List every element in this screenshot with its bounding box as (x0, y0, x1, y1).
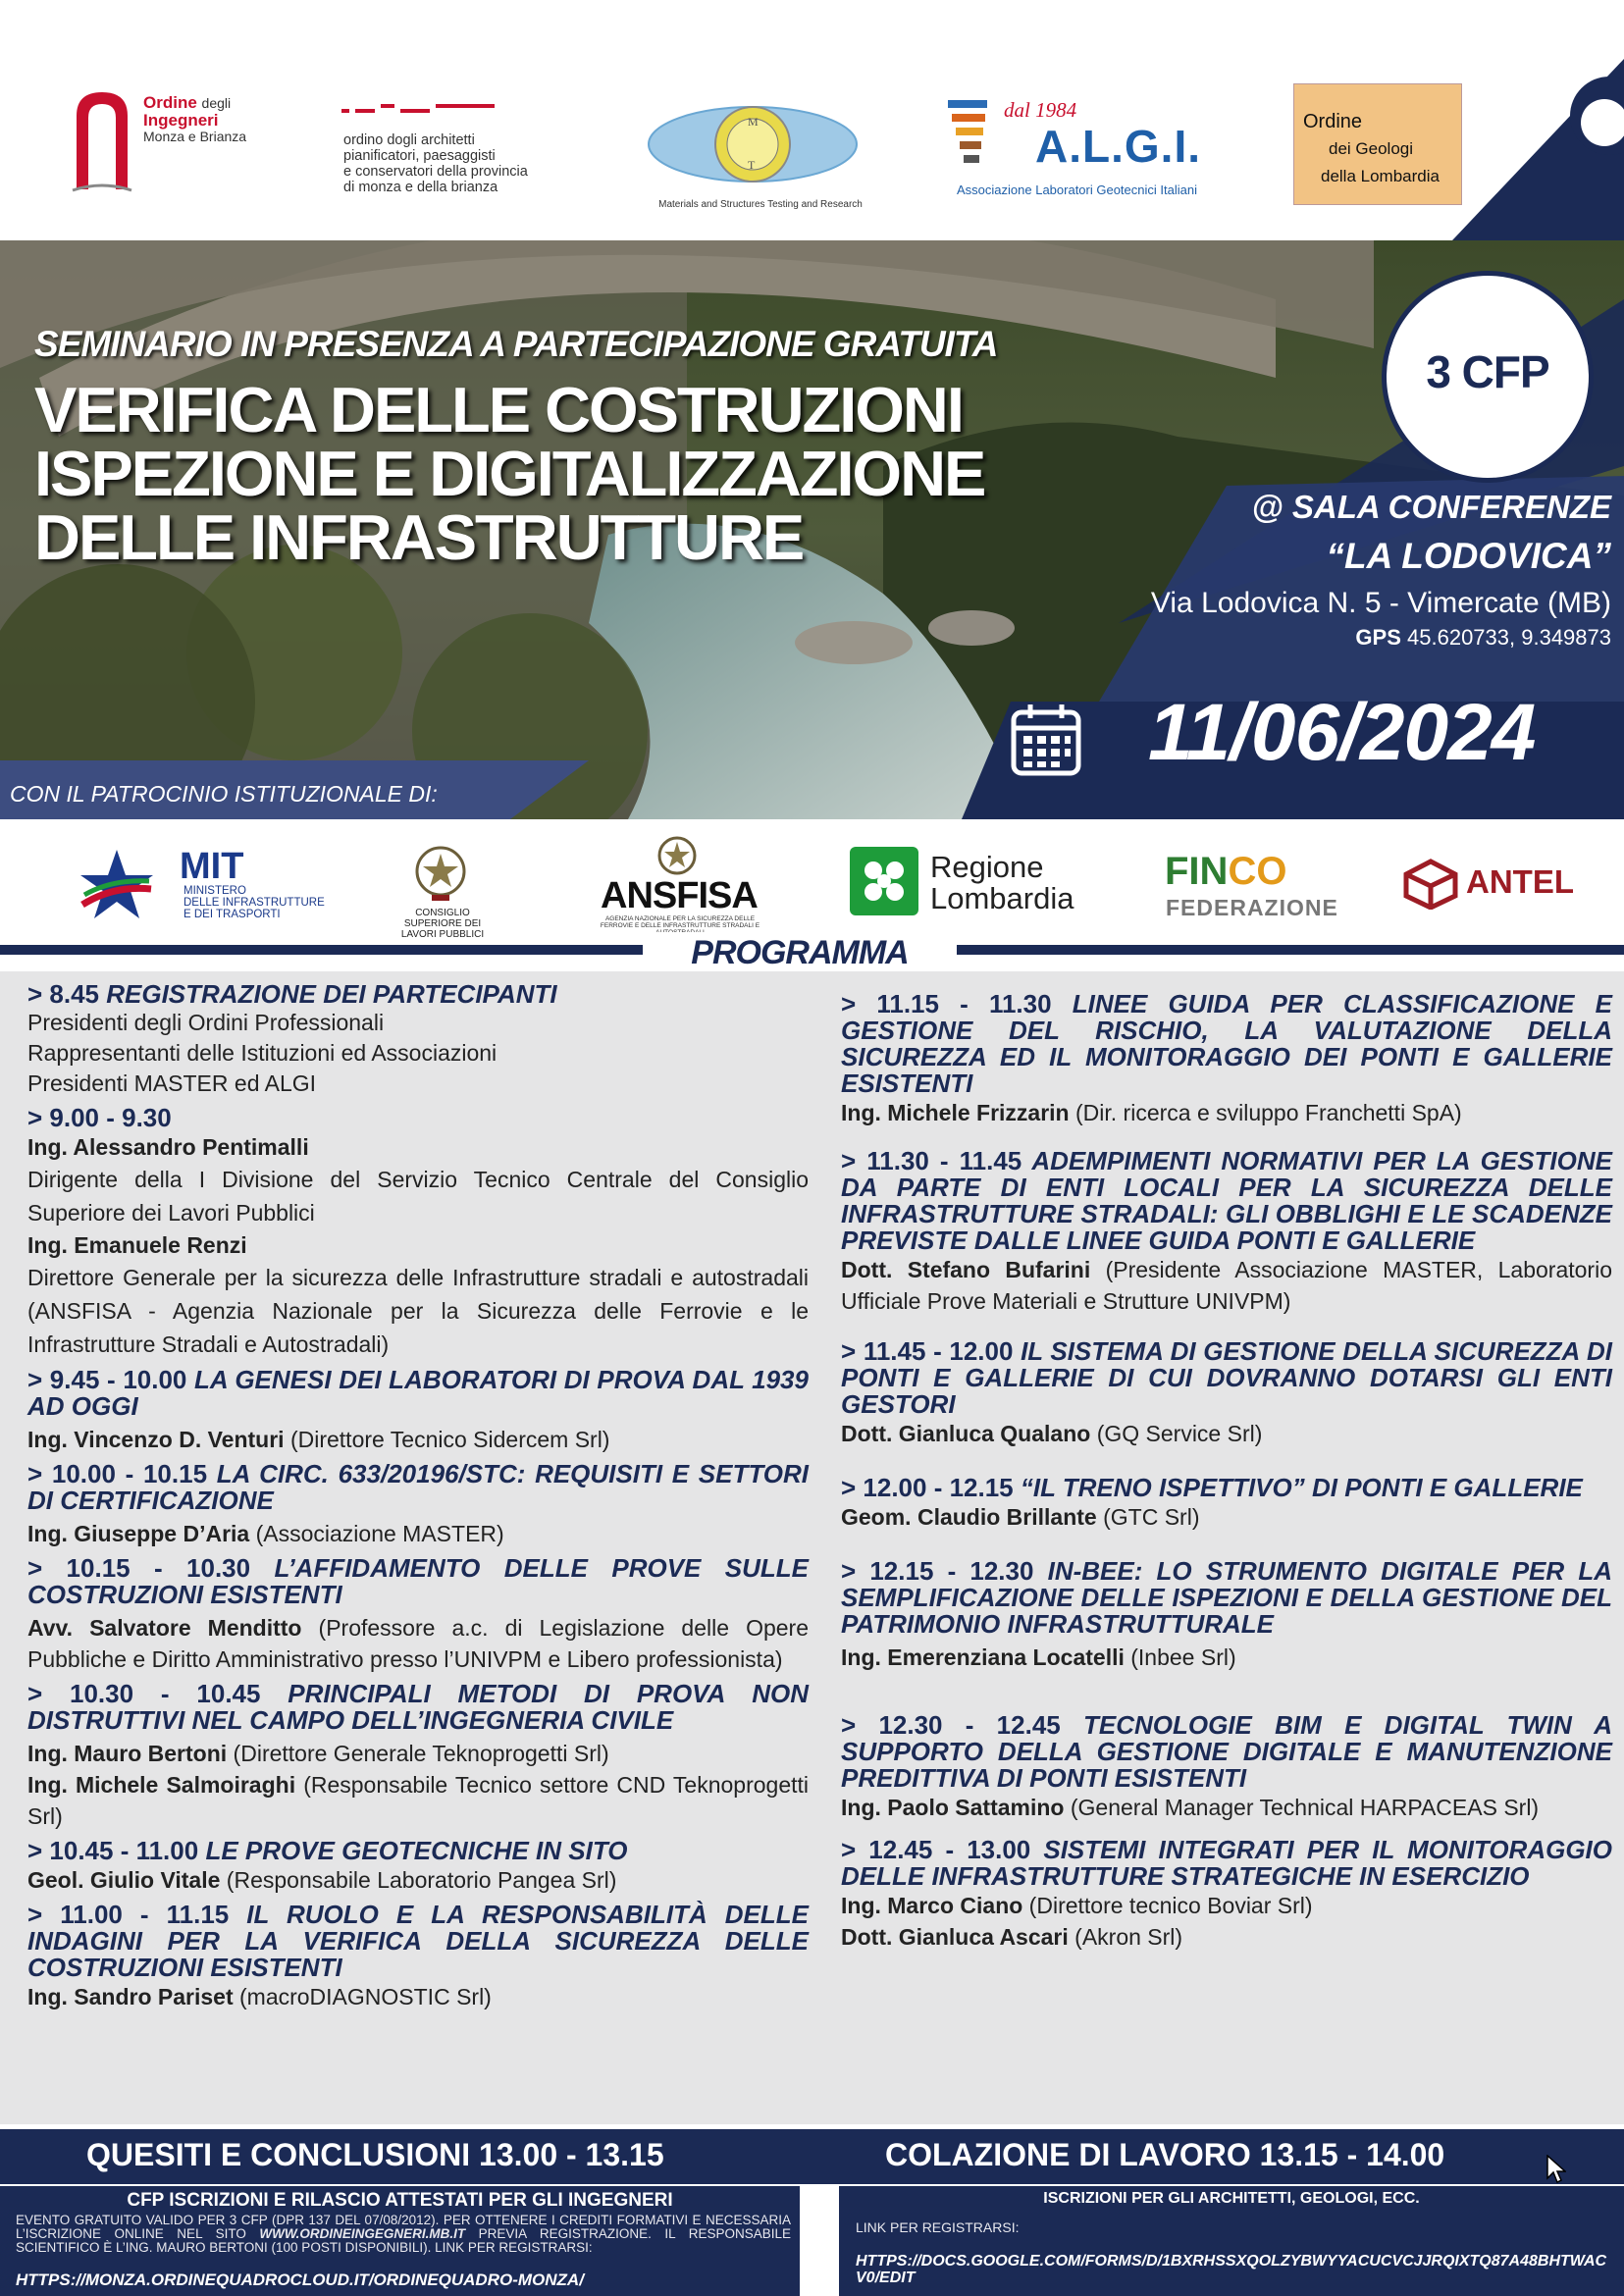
program-item-heading (27, 1461, 809, 1514)
program-speaker (841, 1501, 1612, 1533)
program-title: PRINCIPALI METODI DI PROVA NON DISTRUTTIVI NEL CAMPO DELL’INGEGNERIA CIVILE (27, 1679, 810, 1735)
speaker-name: Avv. Salvatore Menditto (27, 1615, 302, 1641)
program-item (841, 1148, 1612, 1317)
program-line: Presidenti MASTER ed ALGI (27, 1070, 317, 1096)
programma-right-column (841, 991, 1612, 1953)
program-time: > 12.15 - 12.30 (841, 1556, 1034, 1586)
program-time: > 11.45 - 12.00 (841, 1336, 1014, 1366)
program-speaker (27, 1769, 809, 1832)
gps-value: 45.620733, 9.349873 (1407, 625, 1611, 650)
algi-logo-mark (948, 100, 991, 169)
svg-text:T: T (748, 158, 756, 172)
colazione-label: COLAZIONE DI LAVORO 13.15 - 14.00 (885, 2137, 1445, 2172)
speaker-affiliation: (Inbee Srl) (1124, 1644, 1236, 1670)
program-time: > 12.45 - 13.00 (841, 1835, 1031, 1864)
mit-logo-mark (79, 846, 155, 922)
cslp-label: CONSIGLIO SUPERIORE DEI LAVORI PUBBLICI (400, 908, 485, 940)
oi-line3: Monza e Brianza (143, 129, 247, 144)
geo-line: della Lombardia (1321, 167, 1440, 185)
regione-line: Lombardia (930, 881, 1074, 915)
algi-since: dal 1984 (1004, 98, 1077, 122)
seminar-title (34, 374, 1143, 573)
speaker-affiliation: (GTC Srl) (1096, 1504, 1200, 1530)
algi-name: A.L.G.I. (1035, 121, 1201, 172)
speaker-name: Ing. Michele Salmoiraghi (27, 1772, 296, 1798)
speaker-role: Direttore Generale per la sicurezza delle Infrastrutture stradali e autostradali (ANSFISA - Agenzia Nazionale per la Sicurezza delle Ferrovie e le Infrastrutture Stradali e Autostradali) (27, 1265, 809, 1357)
program-title: LE PROVE GEOTECNICHE IN SITO (198, 1836, 628, 1865)
program-title: IN-BEE: LO STRUMENTO DIGITALE PER LA SEMPLIFICAZIONE DELLE ISPEZIONI E DELLA GESTIONE DEL PATRIMONIO INFRASTRUTTURALE (841, 1556, 1612, 1639)
event-date: 11/06/2024 (1148, 688, 1536, 777)
program-speaker (27, 1424, 809, 1455)
architetti-registration-link[interactable]: HTTPS://DOCS.GOOGLE.COM/FORMS/D/1BXRHSSXQOLZYBWYYACUCVCJJRQIXTQ87A48BHTWACV0/EDIT (856, 2253, 1607, 2286)
speaker-role: Dirigente della I Divisione del Servizio Tecnico Centrale del Consiglio Superiore dei Lavori Pubblici (27, 1167, 809, 1226)
program-time: > 8.45 (27, 979, 100, 1009)
program-item (841, 991, 1612, 1128)
program-title: SISTEMI INTEGRATI PER IL MONITORAGGIO DELLE INFRASTRUTTURE STRATEGICHE IN ESERCIZIO (841, 1835, 1612, 1891)
ansfisa-subtitle: AGENZIA NAZIONALE PER LA SICUREZZA DELLE FERROVIE E DELLE INFRASTRUTTURE STRADALI E (600, 915, 760, 929)
speaker-name: Dott. Stefano Bufarini (841, 1257, 1091, 1282)
antel-logo-mark (1403, 859, 1458, 910)
mit-sub-line: E DEI TRASPORTI (183, 909, 281, 920)
speaker-name: Ing. Emerenziana Locatelli (841, 1644, 1125, 1670)
master-caption: Materials and Structures Testing and Research (658, 199, 863, 210)
program-time: > 10.30 - 10.45 (27, 1679, 261, 1708)
mit-sub-line: MINISTERO (183, 885, 246, 897)
speaker-affiliation: (Responsabile Laboratorio Pangea Srl) (220, 1867, 617, 1893)
program-time: > 11.15 - 11.30 (841, 989, 1052, 1018)
venue-line-1: @ SALA CONFERENZE (1251, 489, 1611, 525)
program-line: Presidenti degli Ordini Professionali (27, 1010, 385, 1035)
program-speaker (841, 1254, 1612, 1317)
regione-line: Regione (930, 850, 1044, 884)
speaker-affiliation: (GQ Service Srl) (1090, 1421, 1263, 1446)
master-logo (646, 96, 860, 192)
speaker-affiliation: (Direttore Tecnico Sidercem Srl) (284, 1427, 610, 1452)
mit-sub-line: DELLE INFRASTRUTTURE (183, 897, 325, 909)
oa-line: pianificatori, paesaggisti (343, 148, 496, 164)
program-item-heading (27, 1681, 809, 1734)
program-item (27, 1367, 809, 1455)
program-time: > 12.00 - 12.15 (841, 1473, 1014, 1502)
speaker-name: Dott. Gianluca Ascari (841, 1924, 1069, 1950)
seminar-title-line: DELLE INFRASTRUTTURE (34, 501, 804, 573)
speaker-name: Ing. Paolo Sattamino (841, 1795, 1065, 1820)
program-speaker (841, 1890, 1612, 1921)
oi-line2: Ingegneri (143, 111, 219, 130)
program-speaker (27, 1229, 809, 1261)
program-item-heading (27, 1105, 809, 1131)
calendar-icon (1011, 703, 1081, 777)
program-item-heading (27, 981, 809, 1008)
program-title: IL RUOLO E LA RESPONSABILITÀ DELLE INDAGINI PER LA VERIFICA DELLA SICUREZZA DELLE COSTRUZIONI ESISTENTI (27, 1900, 809, 1982)
cfp-badge-label: 3 CFP (1426, 346, 1549, 397)
gps-label: GPS (1355, 625, 1401, 650)
program-time: > 10.45 - 11.00 (27, 1836, 199, 1865)
program-item-heading (841, 1558, 1612, 1638)
regione-lombardia-logo-mark (850, 847, 918, 915)
program-speaker (27, 1981, 809, 2012)
speaker-name: Ing. Emanuele Renzi (27, 1232, 247, 1258)
speaker-name: Ing. Alessandro Pentimalli (27, 1134, 309, 1160)
program-time: > 11.30 - 11.45 (841, 1146, 1022, 1175)
finco-fin: FIN (1165, 850, 1229, 893)
program-item (27, 1555, 809, 1675)
speaker-affiliation: (Akron Srl) (1068, 1924, 1183, 1950)
speaker-affiliation: (Direttore Generale Teknoprogetti Srl) (227, 1741, 609, 1766)
program-time: > 9.00 - 9.30 (27, 1103, 172, 1132)
program-item (841, 1475, 1612, 1533)
regione-lombardia-name (930, 852, 1074, 914)
emblem-italy-icon (655, 834, 699, 879)
program-time: > 12.30 - 12.45 (841, 1710, 1061, 1740)
algi-subtitle: Associazione Laboratori Geotecnici Italiani (957, 183, 1197, 197)
program-item (27, 1681, 809, 1832)
program-title: LA CIRC. 633/20196/STC: REQUISITI E SETTORI DI CERTIFICAZIONE (27, 1459, 810, 1515)
speaker-affiliation: (Responsabile Tecnico settore CND Teknoprogetti Srl) (27, 1772, 809, 1829)
program-item (27, 981, 809, 1099)
geo-line: dei Geologi (1329, 139, 1414, 158)
speaker-name: Ing. Sandro Pariset (27, 1984, 234, 2009)
programma-heading: PROGRAMMA (691, 934, 909, 971)
speaker-affiliation: (Presidente Associazione MASTER, Laboratorio Ufficiale Prove Materiali e Strutture UNIVPM) (841, 1257, 1612, 1314)
program-time: > 9.45 - 10.00 (27, 1365, 187, 1394)
antel-name: ANTEL (1466, 863, 1574, 900)
program-speaker (27, 1864, 809, 1896)
program-title: REGISTRAZIONE DEI PARTECIPANTI (99, 979, 557, 1009)
program-time: > 10.00 - 10.15 (27, 1459, 208, 1488)
speaker-name: Ing. Mauro Bertoni (27, 1741, 228, 1766)
program-item (27, 1461, 809, 1549)
program-speaker (27, 1738, 809, 1769)
mouse-cursor-icon (1546, 2155, 1566, 2184)
venue-gps (981, 625, 1611, 651)
speaker-affiliation: (macroDIAGNOSTIC Srl) (233, 1984, 492, 2009)
program-title: ADEMPIMENTI NORMATIVI PER LA GESTIONE DA PARTE DI ENTI LOCALI PER LA SICUREZZA DELLE INFRASTRUTTURE STRADALI: GLI OBBLIGHI E LE SCADENZE PREVISTE DALLE LINEE GUIDA PONTI E GALLERIE (841, 1146, 1612, 1255)
program-item-heading (27, 1367, 809, 1420)
program-item-heading (841, 991, 1612, 1097)
venue-line-2: “LA LODOVICA” (1326, 536, 1611, 576)
program-speaker (841, 1418, 1612, 1449)
oa-line: di monza e della brianza (343, 180, 498, 195)
program-time: > 10.15 - 10.30 (27, 1553, 251, 1583)
ordine-ingegneri-logo-text (143, 94, 271, 145)
venue-address: Via Lodovica N. 5 - Vimercate (MB) (1150, 587, 1611, 619)
corner-decoration (1452, 59, 1624, 240)
program-speaker (841, 1921, 1612, 1953)
program-title: L’AFFIDAMENTO DELLE PROVE SULLE COSTRUZIONI ESISTENTI (27, 1553, 809, 1609)
program-item (27, 1105, 809, 1361)
programma-left-column (27, 981, 809, 2012)
program-line: Rappresentanti delle Istituzioni ed Associazioni (27, 1040, 498, 1066)
regione-flower-icon (850, 847, 918, 915)
speaker-affiliation: (Direttore tecnico Boviar Srl) (1022, 1893, 1313, 1918)
ingegneri-registration-link[interactable]: HTTPS://MONZA.ORDINEQUADROCLOUD.IT/ORDINEQUADRO-MONZA/ (16, 2270, 584, 2289)
seminar-title-line: ISPEZIONE E DIGITALIZZAZIONE (34, 438, 985, 509)
registration-text: PREVIA REGISTRAZIONE. IL RESPONSABILE SCIENTIFICO È L’ING. MAURO BERTONI (100 POSTI DISPONIBILI). LINK PER REGISTRARSI: (16, 2226, 791, 2255)
speaker-name: Geol. Giulio Vitale (27, 1867, 221, 1893)
speaker-name: Ing. Marco Ciano (841, 1893, 1023, 1918)
program-item-heading (27, 1555, 809, 1608)
program-item-heading (841, 1148, 1612, 1254)
emblem-italy-icon (414, 842, 467, 903)
program-speaker (27, 1612, 809, 1675)
program-speaker (841, 1097, 1612, 1128)
ingegneri-registration-title: CFP ISCRIZIONI E RILASCIO ATTESTATI PER GLI INGEGNERI (127, 2190, 673, 2211)
program-title: LA GENESI DEI LABORATORI DI PROVA DAL 1939 AD OGGI (27, 1365, 809, 1421)
program-item-heading (27, 1838, 809, 1864)
program-item (27, 1838, 809, 1896)
finco-co: CO (1228, 850, 1287, 893)
speaker-affiliation: (Associazione MASTER) (249, 1521, 504, 1546)
speaker-name: Geom. Claudio Brillante (841, 1504, 1097, 1530)
program-item-heading (841, 1712, 1612, 1792)
mit-subtitle (183, 885, 350, 920)
mit-name: MIT (180, 846, 244, 887)
svg-text:M: M (748, 115, 759, 129)
speaker-name: Ing. Giuseppe D’Aria (27, 1521, 250, 1546)
program-title: TECNOLOGIE BIM E DIGITAL TWIN A SUPPORTO DELLA GESTIONE DIGITALE E MANUTENZIONE PREDITTIVA DI PONTI ESISTENTI (841, 1710, 1613, 1793)
registration-text: EVENTO GRATUITO VALIDO PER 3 CFP (DPR 137 DEL 07/08/2012). PER OTTENERE I CREDITI FORMATIVI E NECESSARIA L’ISCRIZIONE ONLINE NEL SITO (16, 2213, 791, 2241)
program-title: “IL TRENO ISPETTIVO” DI PONTI E GALLERIE (1013, 1473, 1583, 1502)
oa-line: e conservatori della provincia (343, 164, 528, 180)
oi-line1b: degli (201, 95, 232, 111)
program-item-heading (841, 1837, 1612, 1890)
finco-name (1165, 850, 1286, 894)
ansfisa-name: ANSFISA (601, 875, 758, 916)
architetti-registration-label: LINK PER REGISTRARSI: (856, 2219, 1020, 2235)
program-time: > 11.00 - 11.15 (27, 1900, 230, 1929)
speaker-affiliation: (Dir. ricerca e sviluppo Franchetti SpA) (1069, 1100, 1462, 1125)
architetti-registration-title: ISCRIZIONI PER GLI ARCHITETTI, GEOLOGI, ECC. (1043, 2190, 1420, 2207)
speaker-name: Ing. Vincenzo D. Venturi (27, 1427, 285, 1452)
speaker-affiliation: (Professore a.c. di Legislazione delle Opere Pubbliche e Diritto Amministrativo presso l’UNIVPM e Libero professionista) (27, 1615, 809, 1672)
patrocinio-label: CON IL PATROCINIO ISTITUZIONALE DI: (10, 781, 438, 807)
program-item-heading (841, 1475, 1612, 1501)
seminar-title-line: VERIFICA DELLE COSTRUZIONI (34, 374, 963, 445)
quesiti-label: QUESITI E CONCLUSIONI 13.00 - 13.15 (86, 2137, 664, 2172)
program-item-heading (841, 1338, 1612, 1418)
program-title: LINEE GUIDA PER CLASSIFICAZIONE E GESTIONE DEL RISCHIO, LA VALUTAZIONE DELLA SICUREZZA ED IL MONITORAGGIO DEI PONTI E GALLERIE ESISTENTI (841, 989, 1612, 1098)
program-item (27, 1902, 809, 2012)
program-title: IL SISTEMA DI GESTIONE DELLA SICUREZZA DI PONTI E GALLERIE DI CUI DOVRANNO DOTARSI GLI ENTI GESTORI (841, 1336, 1612, 1419)
ordine-architetti-logo-mark (341, 104, 498, 114)
oa-line: ordino dogli architetti (343, 132, 475, 148)
ordine-architetti-logo-text (343, 132, 559, 195)
ordine-site-link[interactable]: WWW.ORDINEINGEGNERI.MB.IT (259, 2226, 466, 2241)
program-item-heading (27, 1902, 809, 1981)
program-speaker (27, 1518, 809, 1549)
program-item (841, 1837, 1612, 1953)
program-speaker (841, 1792, 1612, 1823)
program-speaker (27, 1131, 809, 1163)
ordine-geologi-logo-text (1303, 108, 1460, 190)
seminar-subtitle: SEMINARIO IN PRESENZA A PARTECIPAZIONE GRATUITA (34, 324, 998, 364)
program-item (841, 1558, 1612, 1673)
speaker-name: Dott. Gianluca Qualano (841, 1421, 1091, 1446)
ingegneri-registration-text (16, 2214, 791, 2255)
geo-line: Ordine (1303, 111, 1363, 132)
speaker-affiliation: (General Manager Technical HARPACEAS Srl) (1064, 1795, 1540, 1820)
oi-line1: Ordine (143, 93, 197, 112)
ordine-ingegneri-logo-mark (71, 86, 133, 194)
program-speaker (841, 1642, 1612, 1673)
speaker-name: Ing. Michele Frizzarin (841, 1100, 1070, 1125)
finco-subtitle: FEDERAZIONE (1166, 895, 1338, 920)
program-item (841, 1338, 1612, 1449)
program-item (841, 1712, 1612, 1823)
